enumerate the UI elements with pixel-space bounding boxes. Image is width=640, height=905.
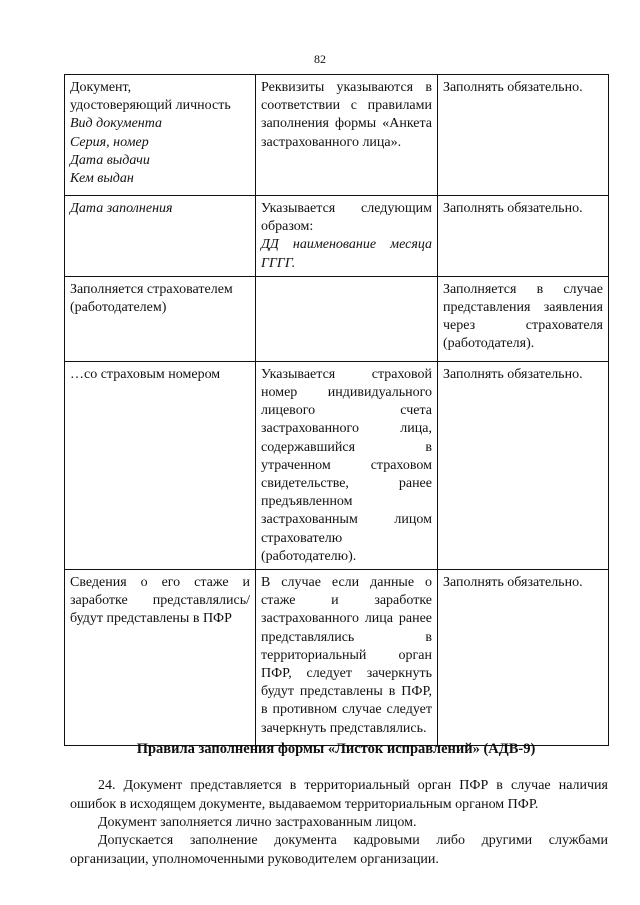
paragraph: 24. Документ представляется в территориальный орган ПФР в случае наличия ошибок в исходящем документе, выдаваемом территориальным органом ПФР. xyxy=(70,778,608,812)
field-cell xyxy=(65,570,256,746)
status-text: Заполнять обязательно. xyxy=(443,201,583,216)
rules-table xyxy=(64,74,609,746)
requirements-format: ДД наименование месяца ГГГГ. xyxy=(261,237,432,271)
field-subitem: Вид документа xyxy=(70,116,163,132)
requirements-text: Указывается следующим образом: xyxy=(261,201,432,235)
field-text: …со страховым номером xyxy=(70,366,221,382)
requirements-cell xyxy=(256,570,438,746)
status-cell xyxy=(438,196,609,277)
field-subitem: Дата выдачи xyxy=(70,152,150,168)
table-row xyxy=(65,196,609,277)
field-cell xyxy=(65,75,256,196)
requirements-cell xyxy=(256,361,438,569)
requirements-cell xyxy=(256,75,438,196)
requirements-cell xyxy=(256,276,438,361)
requirements-text: Реквизиты указываются в соответствии с правилами заполнения формы «Анкета застрахованного лица». xyxy=(261,80,432,150)
status-cell xyxy=(438,570,609,746)
requirements-text: В случае если данные о стаже и заработке застрахованного лица ранее представлялись в территориальный орган ПФР, следует зачеркнуть будут представлены в ПФР, в противном случае следует зачеркнуть представлялись. xyxy=(261,575,432,736)
requirements-text: Указывается страховой номер индивидуального лицевого счета застрахованного лица, содержавшийся в утраченном страховом свидетельстве, ранее предъявленном застрахованным лицом страхователю (работодателю). xyxy=(261,366,432,564)
table-row xyxy=(65,276,609,361)
table-row xyxy=(65,361,609,569)
field-text: удостоверяющий личность xyxy=(70,98,231,114)
field-text: Сведения о его стаже и заработке представлялись/будут представлены в ПФР xyxy=(70,575,250,627)
table-row xyxy=(65,570,609,746)
page-number: 82 xyxy=(314,52,326,66)
paragraph: Документ заполняется лично застрахованным лицом. xyxy=(98,815,417,830)
field-cell xyxy=(65,196,256,277)
status-text: Заполнять обязательно. xyxy=(443,575,583,591)
section-title: Правила заполнения формы «Листок исправлений» (АДВ-9) xyxy=(136,741,536,757)
field-text: Заполняется страхователем (работодателем) xyxy=(70,281,233,316)
field-subitem: Серия, номер xyxy=(70,134,149,150)
field-text: Документ, xyxy=(70,80,132,95)
field-subitem: Кем выдан xyxy=(70,171,134,187)
status-cell xyxy=(438,276,609,361)
status-text: Заполнять обязательно. xyxy=(443,80,583,95)
field-text: Дата заполнения xyxy=(70,201,173,216)
status-text: Заполнять обязательно. xyxy=(443,366,583,382)
paragraph: Допускается заполнение документа кадровыми либо другими службами организации, уполномоченными руководителем организации. xyxy=(70,833,608,867)
field-cell xyxy=(65,361,256,569)
requirements-cell xyxy=(256,196,438,277)
status-text: Заполняется в случае представления заявления через страхователя (работодателя). xyxy=(443,281,603,352)
status-cell xyxy=(438,361,609,569)
table-row xyxy=(65,75,609,196)
status-cell xyxy=(438,75,609,196)
field-cell xyxy=(65,276,256,361)
